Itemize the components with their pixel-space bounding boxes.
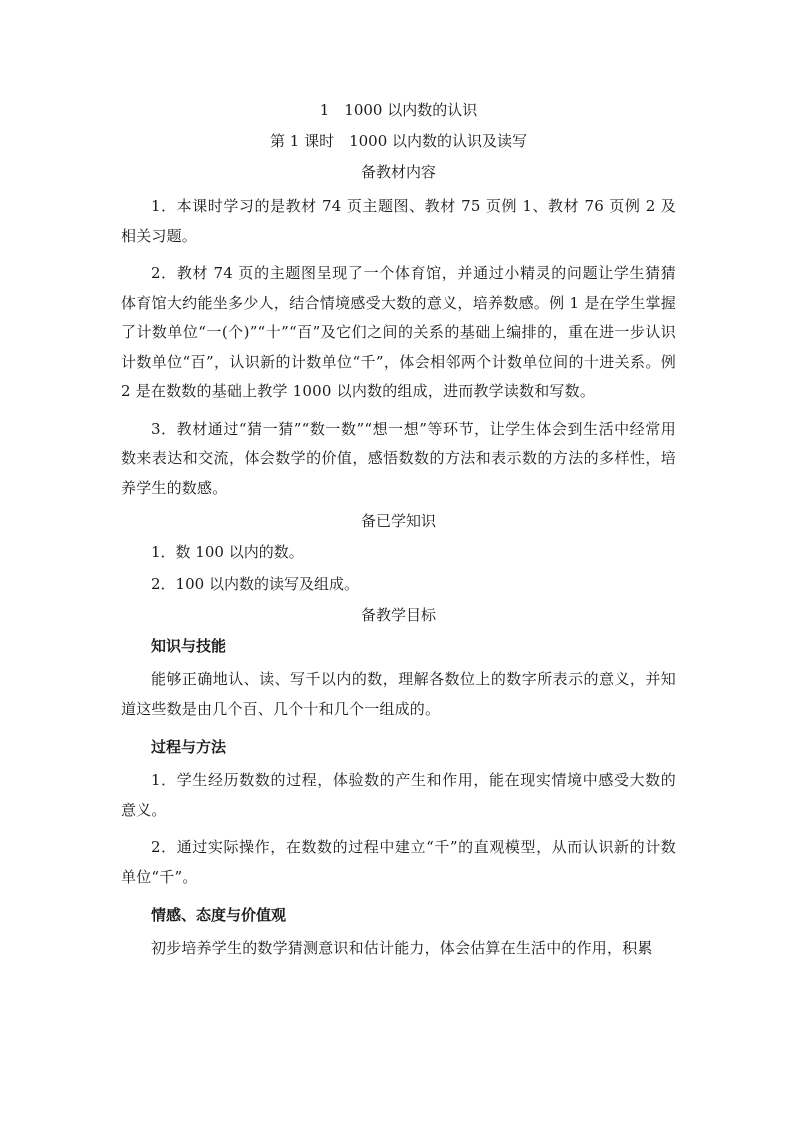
unit-title: 1 1000 以内数的认识 (319, 101, 478, 119)
prior-knowledge-item-1: 1．数 100 以内的数。 (151, 543, 304, 561)
lesson-title: 第 1 课时 1000 以内数的认识及读写 (269, 132, 528, 150)
document-page (121, 100, 676, 972)
objective-process-paragraph-2: 2．通过实际操作，在数数的过程中建立“千”的直观模型，从而认识新的计数单位“千”。 (121, 838, 676, 886)
objective-process-title: 过程与方法 (151, 738, 227, 756)
materials-paragraph-1: 1．本课时学习的是教材 74 页主题图、教材 75 页例 1、教材 76 页例 2 及相关习题。 (121, 197, 676, 245)
objective-attitude-text: 初步培养学生的数学猜测意识和估计能力，体会估算在生活中的作用，积累 (151, 939, 653, 957)
objective-process-paragraph-1: 1．学生经历数数的过程，体验数的产生和作用，能在现实情境中感受大数的意义。 (121, 771, 676, 819)
prior-knowledge-item-2: 2．100 以内数的读写及组成。 (151, 575, 359, 593)
section-heading-materials: 备教材内容 (360, 163, 436, 181)
materials-paragraph-2: 2．教材 74 页的主题图呈现了一个体育馆，并通过小精灵的问题让学生猜猜体育馆大约能坐多少人，结合情境感受大数的意义，培养数感。例 1 是在学生掌握了计数单位“一(个)”“十”“百”及它们之间的关系的基础上编排的，重在进一步认识计数单位“百”，认识新的计数单位“千”，体会相邻两个计数单位间的十进关系。例 2 是在数数的基础上教学 1000 以内数的组成，进而教学读数和写数。 (121, 264, 676, 400)
section-heading-objectives: 备教学目标 (360, 606, 436, 624)
objective-attitude-title: 情感、态度与价值观 (151, 906, 287, 924)
objective-knowledge-text: 能够正确地认、读、写千以内的数，理解各数位上的数字所表示的意义，并知道这些数是由几个百、几个十和几个一组成的。 (121, 670, 676, 718)
materials-paragraph-3: 3．教材通过“猜一猜”“数一数”“想一想”等环节，让学生体会到生活中经常用数来表达和交流，体会数学的价值，感悟数数的方法和表示数的方法的多样性，培养学生的数感。 (121, 419, 676, 497)
objective-knowledge-title: 知识与技能 (151, 637, 227, 655)
section-heading-prior-knowledge: 备已学知识 (360, 512, 436, 530)
